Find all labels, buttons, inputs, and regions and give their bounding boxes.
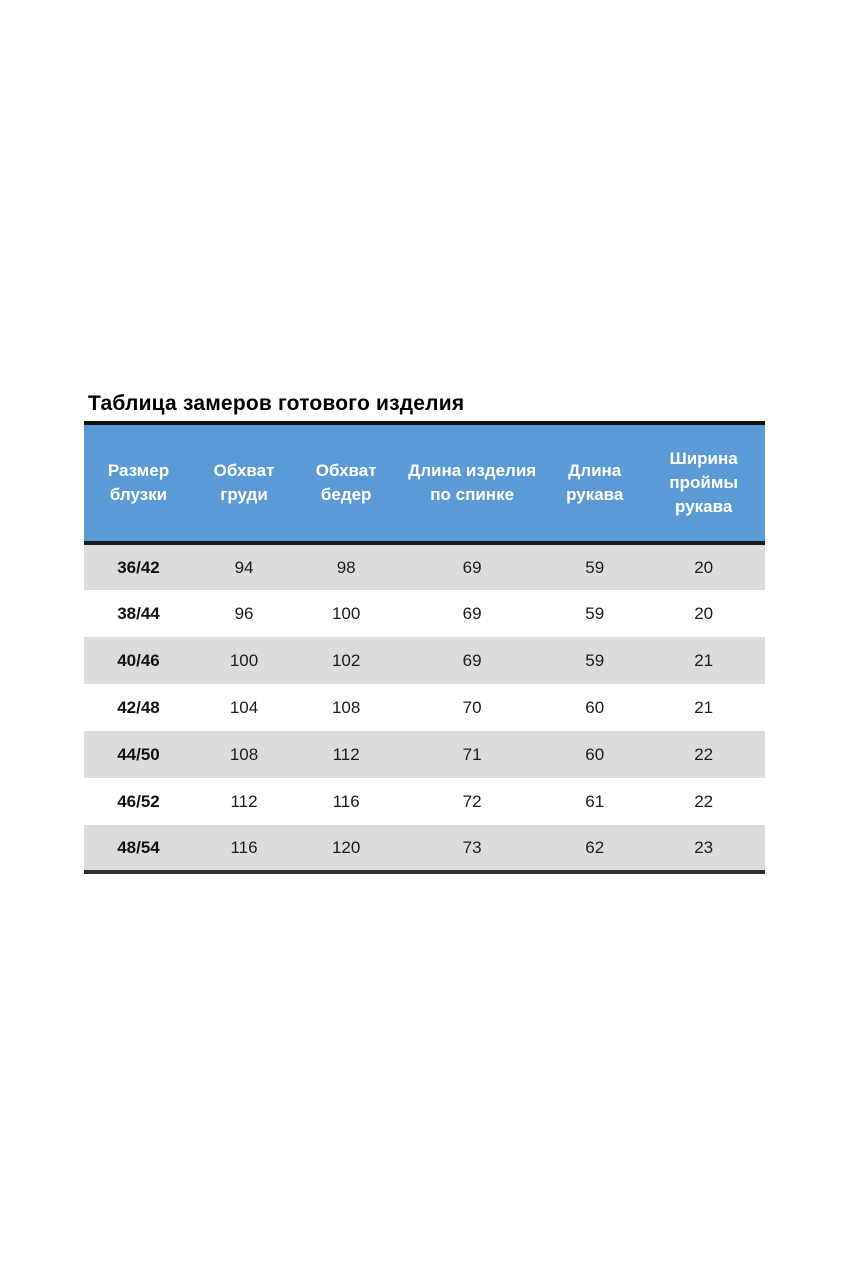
value-cell: 94 xyxy=(234,557,254,577)
value-cell: 21 xyxy=(694,650,714,670)
value-cell: 69 xyxy=(462,650,482,670)
size-cell: 48/54 xyxy=(84,825,193,872)
value-cell: 60 xyxy=(585,744,605,764)
value-cell: 100 xyxy=(229,650,259,670)
value-cell: 21 xyxy=(694,697,714,717)
column-header: Длина рукава xyxy=(547,423,642,543)
value-cell: 73 xyxy=(397,825,547,872)
value-cell: 22 xyxy=(694,791,714,811)
size-cell: 40/46 xyxy=(117,650,160,670)
value-cell: 69 xyxy=(462,603,482,623)
value-cell: 112 xyxy=(230,791,258,811)
table-row xyxy=(84,778,765,825)
value-cell: 116 xyxy=(193,825,295,872)
value-cell: 72 xyxy=(462,791,482,811)
value-cell: 62 xyxy=(547,825,642,872)
value-cell: 96 xyxy=(234,603,254,623)
table-body xyxy=(84,543,765,872)
table-row xyxy=(84,731,765,778)
size-cell: 44/50 xyxy=(117,744,160,764)
size-cell: 46/52 xyxy=(117,791,160,811)
size-cell: 42/48 xyxy=(117,697,160,717)
value-cell: 108 xyxy=(229,744,259,764)
value-cell: 98 xyxy=(336,557,356,577)
value-cell: 70 xyxy=(462,697,482,717)
size-cell: 36/42 xyxy=(117,557,160,577)
value-cell: 61 xyxy=(585,791,605,811)
column-header: Ширина проймы рукава xyxy=(642,423,765,543)
column-header: Размер блузки xyxy=(84,423,193,543)
value-cell: 59 xyxy=(585,603,605,623)
page-title: Таблица замеров готового изделия xyxy=(88,392,465,415)
table-row xyxy=(84,637,765,684)
table-header-row xyxy=(84,423,765,543)
table-header xyxy=(84,423,765,543)
value-cell: 104 xyxy=(229,697,259,717)
column-header: Обхват груди xyxy=(193,423,295,543)
value-cell: 20 xyxy=(694,603,714,623)
size-cell: 38/44 xyxy=(117,603,160,623)
value-cell: 100 xyxy=(331,603,361,623)
table-row xyxy=(84,684,765,731)
measurement-section xyxy=(84,392,765,874)
value-cell: 60 xyxy=(585,697,605,717)
value-cell: 116 xyxy=(332,791,360,811)
column-header: Обхват бедер xyxy=(295,423,397,543)
value-cell: 59 xyxy=(585,557,605,577)
value-cell: 112 xyxy=(332,744,360,764)
value-cell: 120 xyxy=(295,825,397,872)
table-row xyxy=(84,825,765,872)
column-header: Длина изделия по спинке xyxy=(397,423,547,543)
table-row xyxy=(84,543,765,590)
value-cell: 23 xyxy=(642,825,765,872)
value-cell: 20 xyxy=(694,557,714,577)
value-cell: 59 xyxy=(585,650,605,670)
value-cell: 71 xyxy=(462,744,482,764)
value-cell: 108 xyxy=(331,697,361,717)
value-cell: 22 xyxy=(694,744,714,764)
value-cell: 69 xyxy=(462,557,482,577)
table-row xyxy=(84,590,765,637)
value-cell: 102 xyxy=(331,650,361,670)
size-measurement-table xyxy=(84,421,765,874)
